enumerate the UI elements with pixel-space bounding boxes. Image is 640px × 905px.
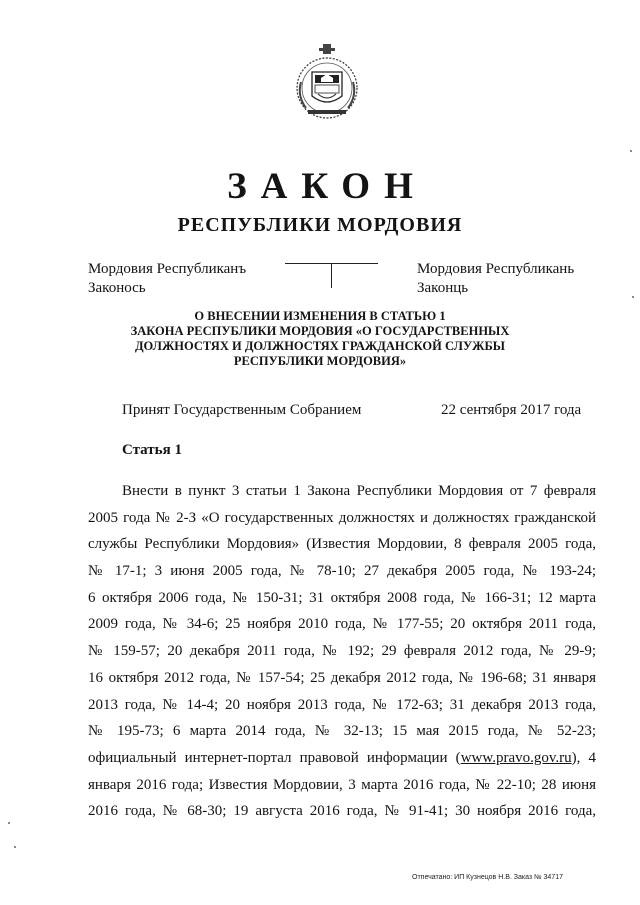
article-line: № 159-57; 20 декабря 2011 года, № 192; 29 февраля 2012 года, № 29-9; (88, 643, 596, 660)
article-line: № 17-1; 3 июня 2005 года, № 78-10; 27 декабря 2005 года, № 193-24; (88, 563, 596, 580)
scan-speck (630, 150, 632, 152)
right-language-block (417, 260, 574, 298)
article-line: 16 октября 2012 года, № 157-54; 25 декабря 2012 года, № 196-68; 31 января (88, 669, 596, 686)
article-line: 6 октября 2006 года, № 150-31; 31 октября 2008 года, № 166-31; 12 марта (88, 589, 596, 606)
right-language-line-2: Законць (417, 280, 469, 296)
article-line: 2009 года, № 34-6; 25 ноября 2010 года, № 177-55; 20 октября 2011 года, (88, 616, 596, 633)
article-line: января 2016 года; Известия Мордовии, 3 марта 2016 года, № 22-10; 28 июня (88, 776, 596, 793)
law-heading-line: ЗАКОНА РЕСПУБЛИКИ МОРДОВИЯ «О ГОСУДАРСТВЕННЫХ (130, 324, 510, 338)
law-heading-line: РЕСПУБЛИКИ МОРДОВИЯ» (233, 354, 407, 368)
url-line-after: ), 4 (571, 749, 596, 766)
url-line-before: официальный интернет-портал правовой информации ( (88, 749, 461, 766)
article-line: 2005 года № 2-З «О государственных должностях и должностях гражданской (88, 509, 596, 526)
law-subtitle: РЕСПУБЛИКИ МОРДОВИЯ (177, 214, 463, 236)
adopted-by: Принят Государственным Собранием (122, 402, 362, 418)
pravo-gov-link[interactable]: www.pravo.gov.ru (460, 749, 572, 766)
article-line: 2013 года, № 14-4; 20 ноября 2013 года, № 172-63; 31 декабря 2013 года, (88, 696, 596, 713)
law-title: ЗАКОН (227, 166, 427, 207)
coat-of-arms-emblem (288, 42, 366, 122)
print-footer: Отпечатано: ИП Кузнецов Н.В. Заказ № 34717 (412, 874, 563, 881)
scan-speck (8, 822, 10, 824)
separator-vertical (331, 263, 332, 288)
article-line-with-url (88, 745, 596, 772)
scan-speck (14, 846, 16, 848)
article-line: № 195-73; 6 марта 2014 года, № 32-13; 15 мая 2015 года, № 52-23; (88, 723, 596, 740)
adopted-date: 22 сентября 2017 года (441, 402, 582, 418)
law-heading-line: ДОЛЖНОСТЯХ И ДОЛЖНОСТЯХ ГРАЖДАНСКОЙ СЛУЖБЫ (134, 339, 506, 353)
article-title: Статья 1 (122, 442, 182, 458)
left-language-block (88, 260, 246, 298)
right-language-line-1: Мордовия Республикань (417, 261, 575, 277)
article-line: 2016 года, № 68-30; 19 августа 2016 года, № 91-41; 30 ноября 2016 года, (88, 803, 596, 820)
article-body (88, 478, 596, 825)
scan-speck (632, 296, 634, 298)
law-heading (60, 309, 580, 369)
law-heading-line: О ВНЕСЕНИИ ИЗМЕНЕНИЯ В СТАТЬЮ 1 (194, 309, 446, 323)
left-language-line-1: Мордовия Республиканъ (88, 261, 247, 277)
article-line: Внести в пункт 3 статьи 1 Закона Республики Мордовия от 7 февраля (122, 483, 596, 499)
left-language-line-2: Законось (88, 280, 146, 296)
article-line: службы Республики Мордовия» (Известия Мордовии, 8 февраля 2005 года, (88, 536, 596, 553)
